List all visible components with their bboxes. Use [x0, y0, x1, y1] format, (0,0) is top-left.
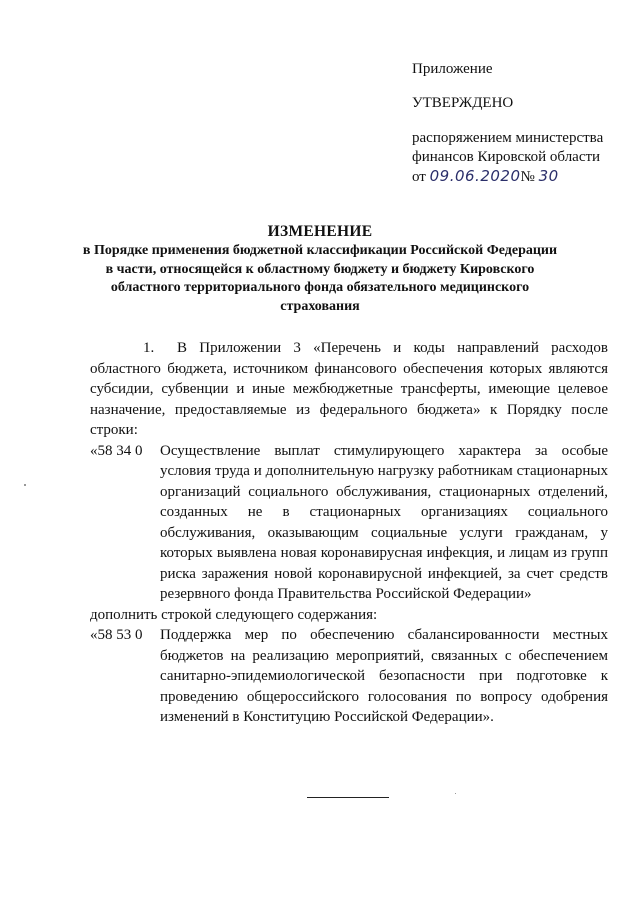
- document-heading: [80, 222, 560, 316]
- entry-code-1: «58 34 0: [90, 442, 143, 459]
- approval-date-line: [412, 167, 627, 187]
- document-subtitle: в Порядке применения бюджетной классификации Российской Федерации в части, относящейся к областному бюджету и бюджету Кировского областного территориального фонда обязательного медицинского страхования: [82, 243, 558, 314]
- entry-text-2: Поддержка мер по обеспечению сбалансированности местных бюджетов на реализацию мероприятий, связанных с обеспечением санитарно-эпидемиологической безопасности при подготовке к проведению общероссийского голосования по вопросу одобрения изменений в Конституцию Российской Федерации».: [160, 627, 608, 725]
- handwritten-number: 30: [538, 167, 559, 185]
- approved-label: УТВЕРЖДЕНО: [412, 95, 514, 111]
- item-text: В Приложении 3 «Перечень и коды направлений расходов областного бюджета, источником финансового обеспечения которых являются субсидии, субвенции и иные межбюджетные трансферты, имеющие целевое назначение, предоставляемые из федерального бюджета» к Порядку после строки:: [90, 340, 608, 438]
- approval-block: [412, 60, 627, 187]
- entry-code-2: «58 53 0: [90, 627, 143, 643]
- approved-by-line1: распоряжением министерства: [412, 130, 604, 146]
- number-sign: №: [520, 169, 535, 185]
- scan-speck: [24, 484, 26, 486]
- appendix-label: Приложение: [412, 61, 493, 77]
- handwritten-date: 09.06.2020: [429, 167, 521, 185]
- document-title: ИЗМЕНЕНИЕ: [267, 223, 373, 240]
- document-body: [90, 338, 608, 728]
- item-paragraph: [90, 338, 608, 441]
- scan-speck: [455, 793, 456, 794]
- approved-by-line2: финансов Кировской области: [412, 149, 601, 165]
- item-number: 1.: [143, 340, 155, 356]
- classification-entry-1: [90, 441, 608, 605]
- connector-text: дополнить строкой следующего содержания:: [90, 606, 378, 623]
- classification-entry-2: [90, 625, 608, 728]
- closing-rule: [307, 797, 389, 798]
- from-prefix: от: [412, 169, 426, 185]
- entry-text-1: Осуществление выплат стимулирующего характера за особые условия труда и дополнительную нагрузку работникам стационарных организаций социального обслуживания, стационарных отделений, созданных не в стационарных организациях социального обслуживания, оказывающим социальные услуги гражданам, у которых выявлена новая коронавирусная инфекция, и лицам из групп риска заражения новой коронавирусной инфекцией, за счет средств резервного фонда Правительства Российской Федерации»: [160, 442, 608, 602]
